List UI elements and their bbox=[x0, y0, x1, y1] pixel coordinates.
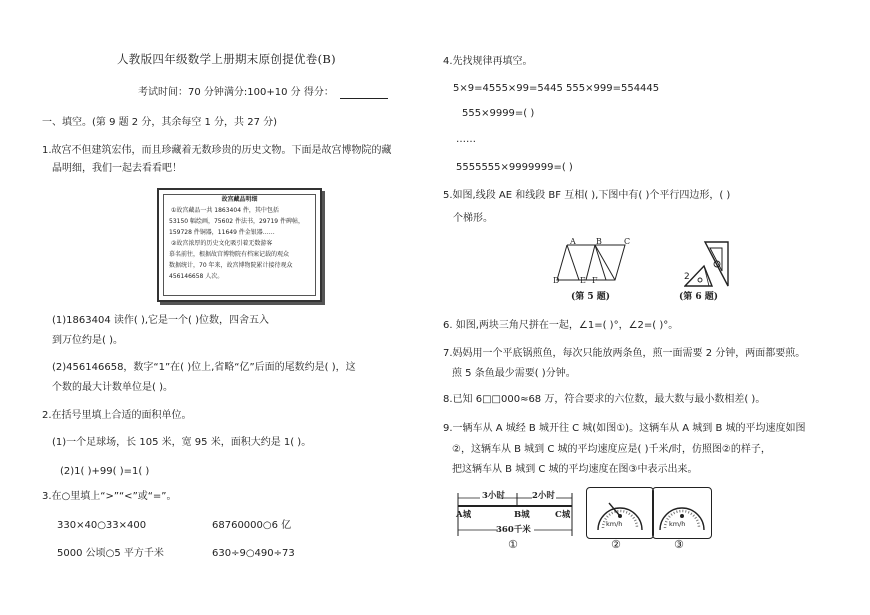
q1-line1: 1.故宫不但建筑宏伟，而且珍藏着无数珍贵的历史文物。下面是故宫博物院的藏 bbox=[42, 145, 392, 156]
q8-line: 8.已知 6□□000≈68 万，符合要求的六位数，最大数与最小数相差( )。 bbox=[443, 394, 766, 405]
q3-item: 68760000○6 亿 bbox=[212, 520, 292, 531]
time-label-1: 3小时 bbox=[482, 491, 505, 501]
q5-line1: 5.如图,线段 AE 和线段 BF 互相( ),下图中有( )个平行四边形，( ) bbox=[443, 190, 731, 201]
q9-line3: 把这辆车从 B 城到 C 城的平均速度在图③中表示出来。 bbox=[452, 464, 698, 475]
speed-unit: km/h bbox=[669, 520, 686, 528]
q4-pattern: 5×9=4555×99=5445 555×999=554445 bbox=[453, 83, 660, 94]
museum-info-box bbox=[157, 188, 322, 302]
figure-caption: (第 6 题) bbox=[679, 292, 719, 302]
info-box-line: 数据统计，70 年来，故宫博物院累计接待观众 bbox=[169, 262, 293, 269]
info-box-line: ②故宫浓厚的历史文化吸引着无数游客 bbox=[171, 240, 273, 247]
info-box-line: ①故宫藏品一共 1863404 件，其中包括 bbox=[171, 207, 279, 214]
city-c-label: C城 bbox=[555, 510, 571, 520]
q2-sub2: (2)1( )+99( )=1( ) bbox=[60, 466, 150, 477]
figure-number: ② bbox=[611, 538, 621, 551]
distance-label: 360千米 bbox=[496, 525, 531, 535]
set-squares-figure bbox=[684, 238, 732, 290]
city-a-label: A城 bbox=[456, 510, 472, 520]
exam-info: 考试时间：70 分钟满分:100+10 分 得分： bbox=[138, 87, 334, 98]
info-box-title: 故宫藏品明细 bbox=[221, 196, 258, 203]
q3-item: 330×40○33×400 bbox=[57, 520, 147, 531]
info-box-line: 159728 件铜器，11649 件金银器…… bbox=[169, 229, 275, 236]
q9-line1: 9.一辆车从 A 城经 B 城开往 C 城(如图①)。这辆车从 A 城到 B 城的平均速度如图 bbox=[443, 423, 806, 434]
figure-number: ③ bbox=[674, 538, 684, 551]
section-heading: 一、填空。(第 9 题 2 分，其余每空 1 分，共 27 分) bbox=[42, 117, 278, 128]
q1-sub1-a: (1)1863404 读作( ),它是一个( )位数，四舍五入 bbox=[52, 315, 270, 326]
city-b-label: B城 bbox=[514, 510, 530, 520]
point-label-a: A bbox=[570, 237, 576, 246]
q4-line3: 555×9999=( ) bbox=[462, 108, 535, 119]
figure-number: ① bbox=[508, 538, 518, 551]
q1-sub2-a: (2)456146658，数字“1”在( )位上,省略“亿”后面的尾数约是( )，这 bbox=[52, 362, 356, 373]
q2-sub1: (1)一个足球场，长 105 米，宽 95 米，面积大约是 1( )。 bbox=[52, 437, 312, 448]
point-label-d: D bbox=[553, 276, 560, 285]
info-box-line: 53150 幅绘画，75602 件法书，29719 件碑帖， bbox=[169, 218, 304, 225]
q5-line2: 个梯形。 bbox=[453, 213, 493, 224]
q3-line1: 3.在○里填上“>”“<”或“=”。 bbox=[42, 491, 177, 502]
speed-unit: km/h bbox=[606, 520, 623, 528]
info-box-line: 慕名前往，根据故宫博物院有档案记载的观众 bbox=[169, 251, 290, 258]
speedometer-2 bbox=[586, 487, 654, 539]
q4-line5: 5555555×9999999=( ) bbox=[456, 162, 573, 173]
angle-label: 2 bbox=[684, 272, 690, 282]
q4-ellipsis: …… bbox=[456, 134, 476, 145]
point-label-f: F bbox=[592, 276, 598, 285]
page-title: 人教版四年级数学上册期末原创提优卷(B) bbox=[117, 52, 336, 66]
score-blank bbox=[340, 98, 388, 99]
q6-line: 6. 如图,两块三角尺拼在一起，∠1=( )°，∠2=( )°。 bbox=[443, 320, 679, 331]
speedometer-icon bbox=[587, 488, 653, 538]
point-label-c: C bbox=[624, 237, 631, 246]
info-box-line: 456146658 人次。 bbox=[169, 273, 224, 280]
figure-caption: (第 5 题) bbox=[571, 292, 611, 302]
q1-sub1-b: 到万位约是( )。 bbox=[52, 335, 123, 346]
q7-line1: 7.妈妈用一个平底锅煎鱼，每次只能放两条鱼，煎一面需要 2 分钟，两面都要煎。 bbox=[443, 348, 806, 359]
q7-line2: 煎 5 条鱼最少需要( )分钟。 bbox=[452, 368, 576, 379]
q1-sub2-b: 个数的最大计数单位是( )。 bbox=[52, 382, 173, 393]
q2-line1: 2.在括号里填上合适的面积单位。 bbox=[42, 410, 192, 421]
q4-line1: 4.先找规律再填空。 bbox=[443, 56, 533, 67]
point-label-b: B bbox=[596, 237, 602, 246]
time-label-2: 2小时 bbox=[532, 491, 555, 501]
q9-line2: ②，这辆车从 B 城到 C 城的平均速度应是( )千米/时，仿照图②的样子， bbox=[452, 444, 771, 455]
speedometer-icon bbox=[653, 488, 711, 538]
q3-item: 5000 公顷○5 平方千米 bbox=[57, 548, 164, 559]
speedometer-3 bbox=[652, 487, 712, 539]
q1-line2: 晶明细，我们一起去看看吧！ bbox=[52, 163, 182, 174]
q3-item: 630÷9○490÷73 bbox=[212, 548, 295, 559]
point-label-e: E bbox=[580, 276, 586, 285]
